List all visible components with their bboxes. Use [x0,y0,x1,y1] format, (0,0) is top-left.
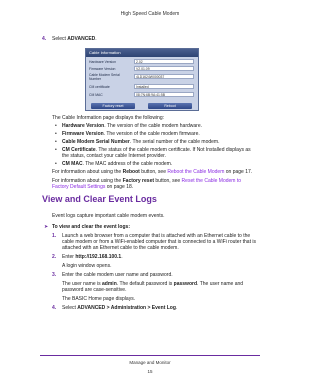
footer-rule [40,355,260,356]
page-number: 15 [147,369,153,374]
reboot-link[interactable]: Reboot the Cable Modem [167,169,225,175]
step-number: 3. [52,272,57,278]
text: on page 17. [224,169,253,175]
bullet-icon: • [55,147,57,153]
step-sub: A login window opens. [62,263,112,269]
factory-reset-button[interactable]: Factory reset [91,103,135,109]
text: Select [62,305,78,311]
text: . [95,36,97,42]
text: For information about using the [52,169,123,175]
text: . [175,305,178,311]
arrow-icon: ➤ [44,224,49,230]
info-factory-reset-cont [52,184,133,190]
url: http://192.168.100.1 [75,254,122,260]
row-value: 08:7N:6B:9A:41:5B [134,92,194,97]
step-number: 1. [52,233,57,239]
list-item [62,131,200,137]
text: . The default password is [116,281,174,287]
list-item [62,139,219,145]
row-label: CM MAC [89,93,103,97]
term: Firmware Version [62,131,104,137]
step-sub: The BASIC Home page displays. [62,296,136,302]
term: Reboot [122,169,140,175]
row-value: 2.02 [134,59,194,64]
row-label-cont: Number [89,77,102,81]
list-item [62,161,172,167]
term: Factory reset [122,178,155,184]
term: password [173,281,197,287]
panel-title: Cable Information [86,49,198,57]
row-label: Firmware Version [89,67,116,71]
step-sub: password are case-sensitive. [62,287,127,293]
list-item [62,123,202,129]
text: . The version of the cable modem firmware. [103,131,200,137]
text: . The MAC address of the cable modem. [82,161,173,167]
text: . The version of the cable modem hardware. [104,123,202,129]
text: Select [52,36,68,42]
text: . The serial number of the cable modem. [129,139,220,145]
term: CM MAC [62,161,83,167]
step-number: 4. [42,36,47,42]
reset-link-cont[interactable]: Factory Default Settings [52,184,106,190]
step-text: Enter the cable modem user name and password. [62,272,173,278]
text: on page 18. [105,184,134,190]
row-value: Installed [134,84,194,89]
task-title: To view and clear the event logs: [52,224,130,230]
bullet-icon: • [55,139,57,145]
text: . [121,254,123,260]
step-text: cable modem or from a WiFi-enabled computer that is connected to a WiFi router that is [62,239,256,245]
text: . The status of the cable modem certificate. If Not Installed displays as [95,147,251,153]
bullet-icon: • [55,161,57,167]
section-title: View and Clear Event Logs [42,194,157,204]
step-number: 2. [52,254,57,260]
step-number: 4. [52,305,57,311]
bullet-icon: • [55,123,57,129]
row-label: Cable Modem Serial [89,73,120,77]
running-header: High Speed Cable Modem [120,11,180,17]
term: admin [102,281,117,287]
row-value: 4LD1624W000037 [134,74,194,79]
bullet-icon: • [55,131,57,137]
step-text [52,36,97,42]
list-item-cont: the status, contact your cable Internet provider. [62,153,166,159]
step-text: attached with an Ethernet cable to the cable modem. [62,245,179,251]
menu-path: ADVANCED > Administration > Event Log [77,305,176,311]
text: button, see [154,178,182,184]
row-value: V2.01.09 [134,66,194,71]
section-intro: Event logs capture important cable modem events. [52,213,165,219]
step-text [62,305,177,311]
footer-title: Manage and Monitor [129,360,171,365]
text: . The user name and [197,281,244,287]
text: The user name is [62,281,103,287]
reboot-button[interactable]: Reboot [148,103,192,109]
cable-information-screenshot [85,48,199,111]
menu-name: ADVANCED [67,36,96,42]
text: Enter [62,254,76,260]
row-label: CM certificate [89,85,110,89]
text: button, see [139,169,168,175]
info-reboot [52,169,252,175]
step-text [62,254,123,260]
text: For information about using the [52,178,123,184]
term: CM Certificate [62,147,96,153]
reset-link[interactable]: Reset the Cable Modem to [181,178,242,184]
term: Cable Modem Serial Number [62,139,130,145]
step-text: Launch a web browser from a computer that is attached with an Ethernet cable to the [62,233,251,239]
term: Hardware Version [62,123,105,129]
intro-text: The Cable Information page displays the following: [52,115,165,121]
row-label: Hardware Version [89,60,116,64]
